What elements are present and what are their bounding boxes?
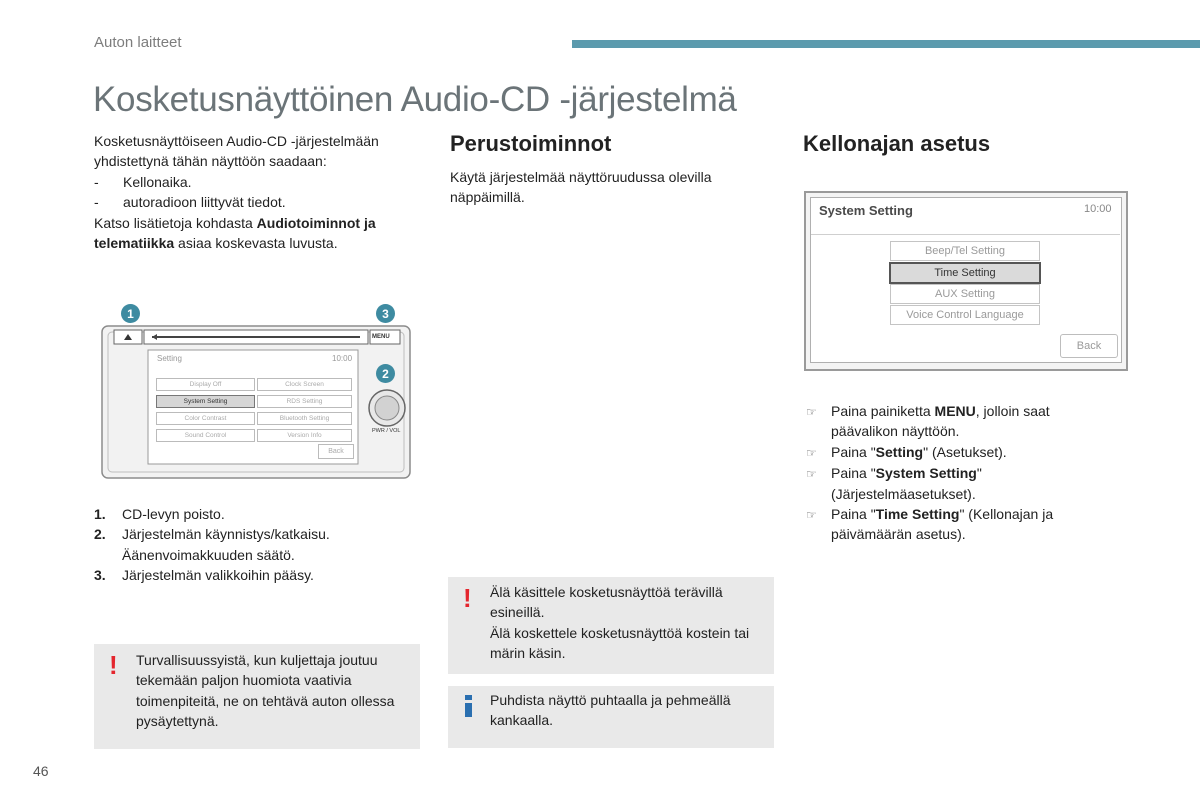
system-setting-screen [804,191,1128,371]
knob-label: PWR / VOL [372,428,401,434]
screen-back-button: Back [1060,334,1118,358]
clock-steps [806,401,1106,545]
see-chapter: Audiotoiminnot ja telematiikka [94,214,376,252]
section-label: Auton laitteet [94,34,182,51]
menu-option-time-selected: Time Setting [889,262,1041,284]
legend-item [94,565,424,585]
step-item [806,442,1106,463]
step-text: Paina "Time Setting" (Kellonajan ja päivämäärän asetus). [831,506,1054,543]
legend-item [94,504,424,524]
warning-icon: ! [109,650,118,680]
step-text: Paina painiketta MENU, jolloin saat päävalikon näyttöön. [831,403,1050,440]
pointing-hand-icon: ☞ [806,467,817,482]
radio-screen-time: 10:00 [332,354,353,363]
step-text: Paina "Setting" (Asetukset). [831,443,1007,460]
header-accent-bar [572,40,1200,48]
page-number: 46 [33,763,49,779]
step-item [806,401,1106,442]
screen-title: System Setting [819,203,913,218]
pointing-hand-icon: ☞ [806,445,817,460]
warning-icon: ! [463,583,472,613]
legend-item [94,524,424,565]
page-title: Kosketusnäyttöinen Audio-CD -järjestelmä [93,80,737,119]
legend-number: 2. [94,526,106,543]
pointing-hand-icon: ☞ [806,405,817,419]
heading-clock-setting: Kellonajan asetus [803,131,991,156]
intro-text [94,131,424,253]
radio-screen-button: Color Contrast [156,412,255,425]
info-note [448,686,774,748]
see-reference [94,213,424,254]
legend-text: CD-levyn poisto. [122,506,225,522]
see-prefix: Katso lisätietoja kohdasta [94,214,257,231]
safety-note-text: Turvallisuussyistä, kun kuljettaja joutuu tekemään paljon huomiota vaativia toimenpiteitä, ne on tehtävä auton ollessa pysäytettynä. [136,652,395,730]
callout-2: 2 [376,364,395,383]
radio-screen-button-selected: System Setting [156,395,255,408]
radio-screen-button: Version Info [257,429,352,442]
menu-option-aux: AUX Setting [890,284,1040,304]
intro-list-item: - autoradioon liittyvät tiedot. [94,192,424,212]
legend-number: 3. [94,567,106,584]
warning-line: Älä käsittele kosketusnäyttöä terävillä esineillä. [490,584,723,621]
radio-screen-buttons [156,378,352,442]
pointing-hand-icon: ☞ [806,508,817,523]
safety-note [94,644,420,749]
intro-list-item: - Kellonaika. [94,172,424,192]
intro-line: Kosketusnäyttöiseen Audio-CD -järjestelmään yhdistettynä tähän näyttöön saadaan: [94,133,379,170]
radio-screen-button: Bluetooth Setting [257,412,352,425]
step-item [806,463,1106,504]
radio-screen-button: Clock Screen [257,378,352,391]
radio-screen-button: Sound Control [156,429,255,442]
step-item [806,504,1106,545]
callout-1: 1 [121,304,140,323]
radio-illustration [100,306,412,480]
legend-list [94,504,424,586]
warning-note-text [490,582,760,664]
radio-screen-back-button: Back [318,444,354,459]
warning-note [448,577,774,674]
legend-text: Järjestelmän käynnistys/katkaisu. Äänenvoimakkuuden säätö. [122,526,330,563]
info-icon [465,695,472,717]
radio-screen-button: Display Off [156,378,255,391]
step-text: Paina "System Setting" (Järjestelmäasetukset). [831,465,982,502]
screen-time: 10:00 [1084,203,1112,215]
see-suffix: asiaa koskevasta luvusta. [174,235,338,252]
info-note-text: Puhdista näyttö puhtaalla ja pehmeällä kankaalla. [490,692,731,729]
menu-option-voice: Voice Control Language [890,305,1040,325]
warning-line: Älä koskettele kosketusnäyttöä kostein tai märin käsin. [490,624,750,662]
radio-screen-button: RDS Setting [257,395,352,408]
intro-list-item-text: autoradioon liittyvät tiedot. [123,194,286,211]
menu-button-label: MENU [372,334,390,340]
intro-list-item-text: Kellonaika. [123,173,192,190]
legend-number: 1. [94,506,106,522]
heading-basic-functions: Perustoiminnot [450,131,612,156]
legend-text: Järjestelmän valikkoihin pääsy. [122,567,314,584]
callout-3: 3 [376,304,395,323]
basic-functions-text: Käytä järjestelmää näyttöruudussa olevilla näppäimillä. [450,169,712,206]
menu-option-beep: Beep/Tel Setting [890,241,1040,261]
radio-screen-title: Setting [157,354,182,363]
